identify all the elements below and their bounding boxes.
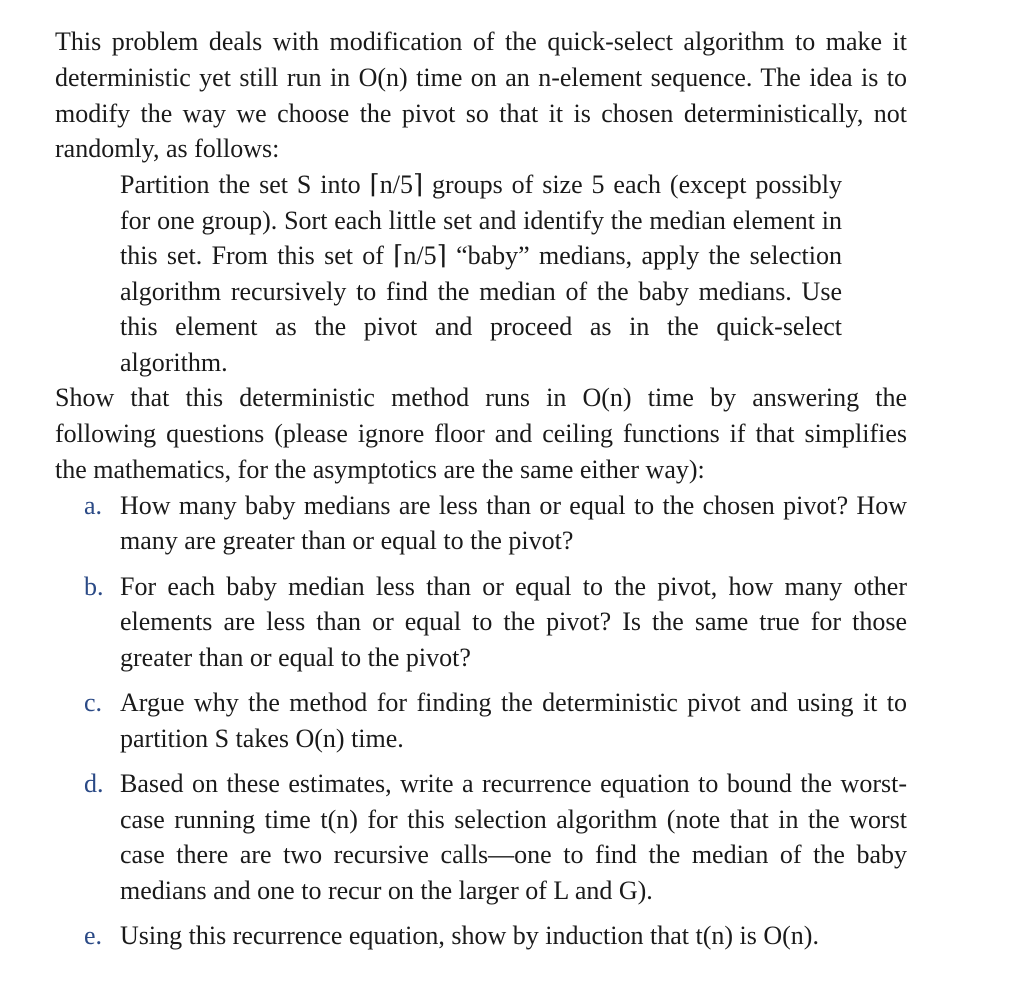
task-paragraph: Show that this deterministic method runs in O(n) time by answering the following questions (please ignore floor and ceiling functions if that simplifies the mathematics, for the asymptotics are the same either way): xyxy=(55,383,907,484)
question-text: Using this recurrence equation, show by induction that t(n) is O(n). xyxy=(120,921,819,951)
question-text: For each baby median less than or equal to the pivot, how many other elements are less than or equal to the pivot? Is the same true for those greater than or equal to the pivot? xyxy=(120,571,907,672)
question-list xyxy=(55,488,907,954)
question-text: Argue why the method for finding the deterministic pivot and using it to partition S takes O(n) time. xyxy=(120,688,907,753)
question-letter: d. xyxy=(84,769,104,799)
question-letter: b. xyxy=(84,571,104,601)
pivot-method-description: Partition the set S into ⌈n/5⌉ groups of size 5 each (except possibly for one group). Sort each little set and identify the median element in this set. From this set of ⌈n/5⌉ “baby” medians, apply the selection algorithm recursively to find the median of the baby medians. Use this element as the pivot and proceed as in the quick-select algorithm. xyxy=(120,170,842,377)
question-text: Based on these estimates, write a recurrence equation to bound the worst-case running time t(n) for this selection algorithm (note that in the worst case there are two recursive calls—one to find the median of the baby medians and one to recur on the larger of L and G). xyxy=(120,769,907,905)
question-letter: c. xyxy=(84,688,103,718)
question-b xyxy=(55,569,907,676)
problem-text xyxy=(55,24,907,954)
question-text: How many baby medians are less than or equal to the chosen pivot? How many are greater than or equal to the pivot? xyxy=(120,490,907,556)
question-a xyxy=(55,488,907,559)
intro-paragraph: This problem deals with modification of the quick-select algorithm to make it deterministic yet still run in O(n) time on an n-element sequence. The idea is to modify the way we choose the pivot so that it is chosen deterministically, not randomly, as follows: xyxy=(55,27,907,164)
question-letter: e. xyxy=(84,921,103,951)
question-d xyxy=(55,766,907,908)
question-letter: a. xyxy=(84,490,103,520)
question-e xyxy=(55,918,907,954)
question-c xyxy=(55,685,907,756)
